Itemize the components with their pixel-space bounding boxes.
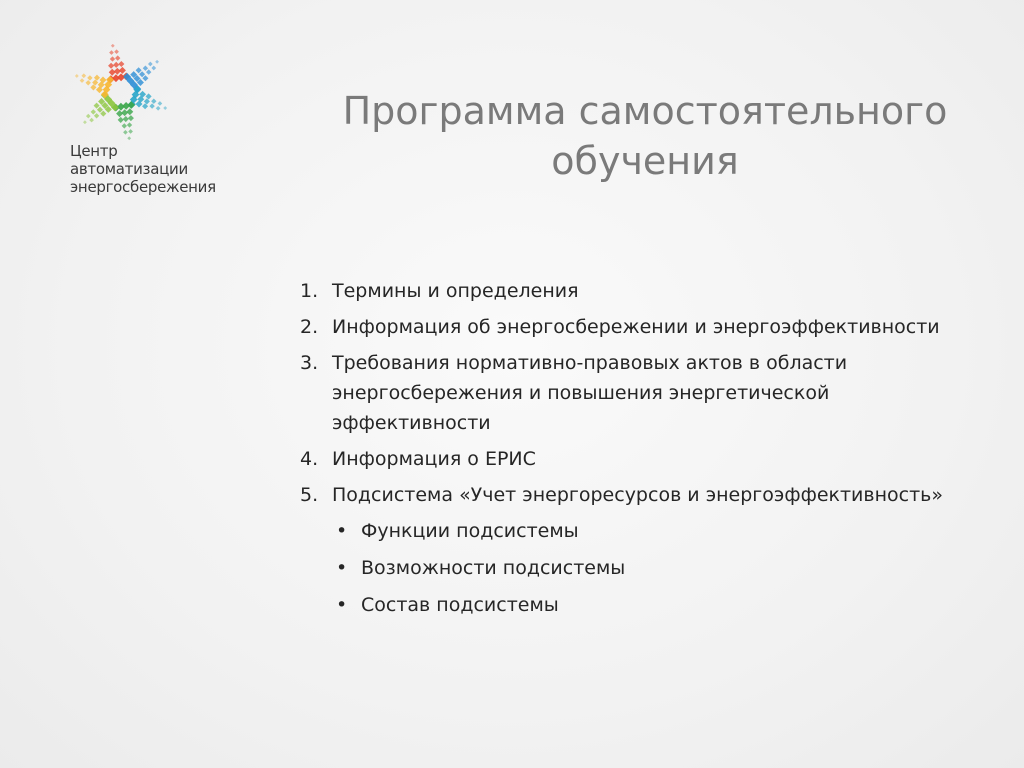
logo-dot [123, 130, 128, 135]
logo-dot [127, 122, 132, 127]
logo-dot [123, 116, 129, 122]
bullet-icon: • [336, 557, 348, 579]
list-item [300, 480, 1000, 620]
list-item [300, 312, 1000, 342]
logo-dot [115, 55, 120, 60]
logo-dot [114, 49, 119, 54]
item-number: 3. [300, 352, 319, 374]
logo-dot [80, 78, 85, 83]
item-number: 4. [300, 448, 319, 470]
logo-dot [113, 62, 119, 68]
logo-dot [86, 80, 91, 85]
program-content [300, 276, 1000, 627]
title-line-2: обучения [551, 139, 739, 183]
item-text: Информация о ЕРИС [332, 448, 536, 470]
logo-line-2: автоматизации [70, 160, 188, 178]
item-number: 1. [300, 280, 319, 302]
logo-dot [163, 106, 167, 110]
logo-dot [158, 101, 163, 106]
logo-dot [90, 84, 96, 90]
logo-dot [114, 68, 121, 75]
logo-dot [136, 67, 142, 73]
item-text: Информация об энергосбережении и энергоэффективности [332, 316, 940, 338]
logo-dot [142, 103, 148, 109]
logo-dot [94, 103, 100, 109]
logo-dot [81, 73, 86, 78]
logo-dot [148, 62, 153, 67]
sub-item-text: Состав подсистемы [361, 594, 559, 616]
logo-dot [128, 129, 133, 134]
sub-item-text: Возможности подсистемы [361, 557, 626, 579]
logo-dot [118, 61, 124, 67]
logo-dot [89, 118, 94, 123]
logo-dot [127, 136, 131, 140]
item-text: Термины и определения [332, 280, 579, 302]
item-text: Подсистема «Учет энергоресурсов и энергоэффективность» [332, 484, 943, 506]
logo-dot [156, 106, 161, 111]
logo-dot [121, 109, 128, 116]
logo-star-icon [66, 44, 176, 144]
logo-dot [75, 74, 79, 78]
sub-list-item [332, 516, 1000, 546]
logo-dot [110, 56, 115, 61]
list-item [300, 444, 1000, 474]
list-item [300, 348, 892, 438]
page-title [300, 86, 990, 186]
item-text: Требования нормативно-правовых актов в области энергосбережения и повышения энергетической эффективности [332, 352, 848, 434]
logo-dot [108, 63, 114, 69]
logo-dot [144, 98, 150, 104]
logo-dot [86, 114, 91, 119]
logo-dot [155, 60, 159, 64]
logo-dot [142, 75, 148, 81]
program-list [300, 276, 1000, 620]
logo-dot [151, 99, 156, 104]
logo-dot [122, 123, 127, 128]
logo-dot [91, 109, 96, 114]
logo-dot [146, 93, 152, 99]
logo-dot [126, 108, 133, 115]
item-number: 2. [300, 316, 319, 338]
logo-dot [118, 117, 124, 123]
logo-dot [143, 66, 148, 71]
logo-dot [119, 67, 126, 74]
logo-dot [151, 66, 156, 71]
subsystem-list [332, 516, 1000, 620]
logo-dot [94, 113, 99, 118]
bullet-icon: • [336, 520, 348, 542]
logo-dot [83, 120, 87, 124]
bullet-icon: • [336, 594, 348, 616]
sub-item-text: Функции подсистемы [361, 520, 579, 542]
logo-line-1: Центр [70, 142, 118, 160]
logo-dot [128, 115, 134, 121]
logo-dot [92, 79, 98, 85]
logo-dot [94, 75, 100, 81]
logo-dot [146, 69, 151, 74]
sub-list-item [332, 590, 1000, 620]
logo-line-3: энергосбережения [70, 178, 216, 196]
company-logo [66, 44, 246, 204]
item-number: 5. [300, 484, 319, 506]
logo-dot [149, 103, 154, 108]
title-line-1: Программа самостоятельного [342, 89, 948, 133]
list-item [300, 276, 1000, 306]
logo-dot [116, 110, 123, 117]
logo-dot [111, 44, 115, 48]
logo-dot [109, 69, 116, 76]
logo-text [70, 142, 216, 196]
logo-dot [87, 75, 92, 80]
logo-dot [109, 50, 114, 55]
sub-list-item [332, 553, 1000, 583]
logo-dot [139, 71, 145, 77]
